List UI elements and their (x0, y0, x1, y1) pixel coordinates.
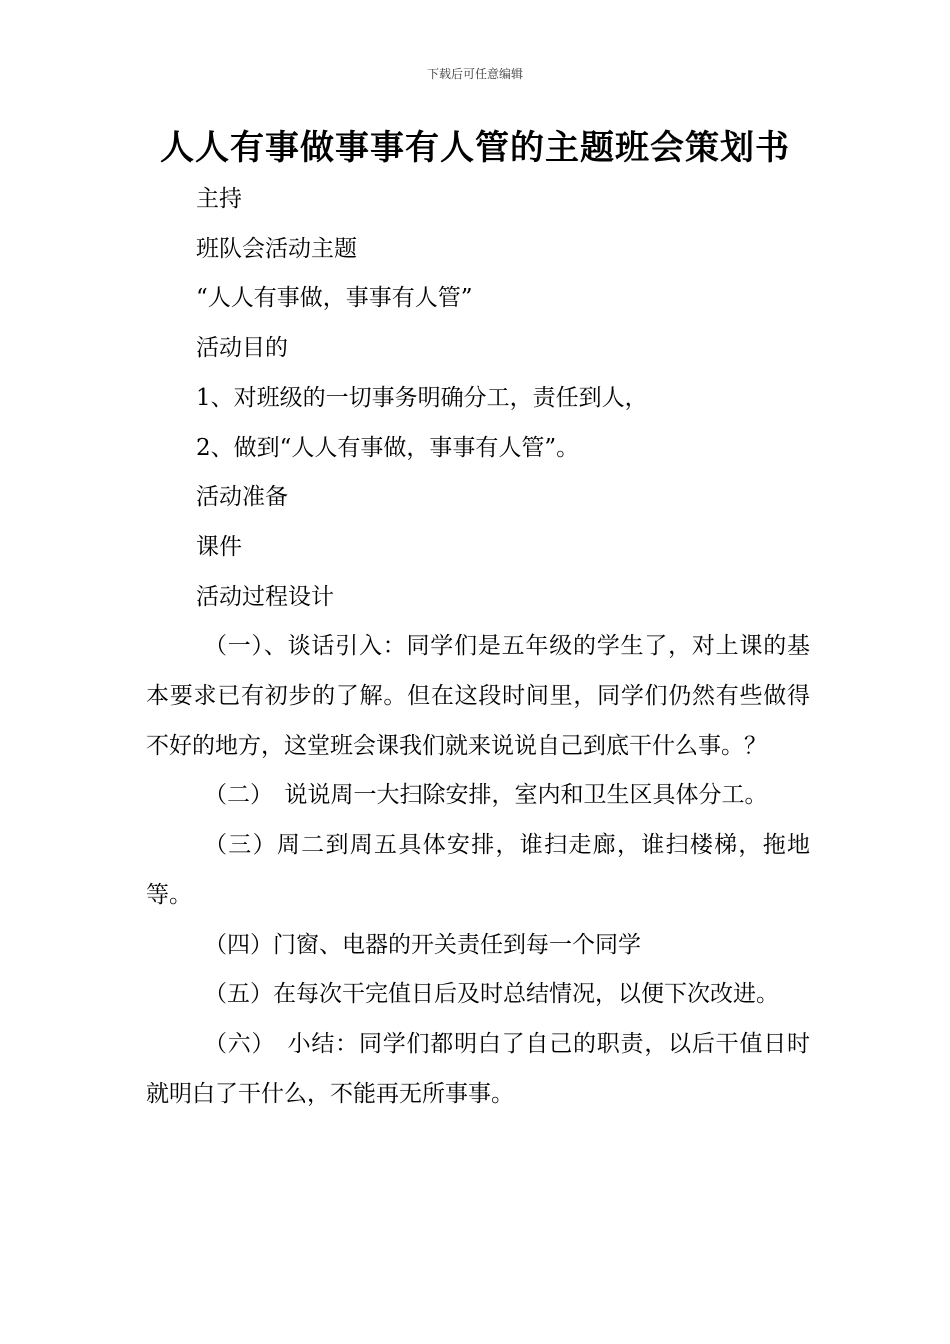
paragraph-theme: “人人有事做，事事有人管” (196, 285, 473, 312)
paragraph-host: 主持 (196, 186, 242, 212)
paragraph-goal-heading: 活动目的 (196, 335, 288, 362)
paragraph-step-5: （五）在每次干完值日后及时总结情况，以便下次改进。 (204, 981, 779, 1008)
paragraph-step-4: （四）门窗、电器的开关责任到每一个同学 (204, 931, 641, 958)
paragraph-step-1: （一）、谈话引入：同学们是五年级的学生了，对上课的基本要求已有初步的了解。但在这段时间里，同学们仍然有些做得不好的地方，这堂班会课我们就来说说自己到底干什么事。？ (146, 633, 810, 759)
paragraph-step-3: （三）周二到周五具体安排，谁扫走廊，谁扫楼梯，拖地等。 (146, 832, 810, 908)
document-title: 人人有事做事事有人管的主题班会策划书 (160, 128, 790, 168)
paragraph-goal-2: 2、做到“人人有事做，事事有人管”。 (196, 434, 580, 461)
paragraph-step-2: （二） 说说周一大扫除安排，室内和卫生区具体分工。 (204, 782, 768, 809)
paragraph-process-heading: 活动过程设计 (196, 583, 334, 610)
paragraph-prep: 课件 (196, 533, 242, 560)
header-note: 下载后可任意编辑 (426, 67, 523, 81)
paragraph-goal-1: 1、对班级的一切事务明确分工，责任到人， (196, 384, 648, 411)
document-body (146, 175, 810, 1119)
paragraph-theme-heading: 班队会活动主题 (196, 235, 357, 262)
paragraph-prep-heading: 活动准备 (196, 484, 288, 511)
paragraph-step-6: （六） 小结：同学们都明白了自己的职责，以后干值日时就明白了干什么，不能再无所事事。 (146, 1030, 810, 1107)
